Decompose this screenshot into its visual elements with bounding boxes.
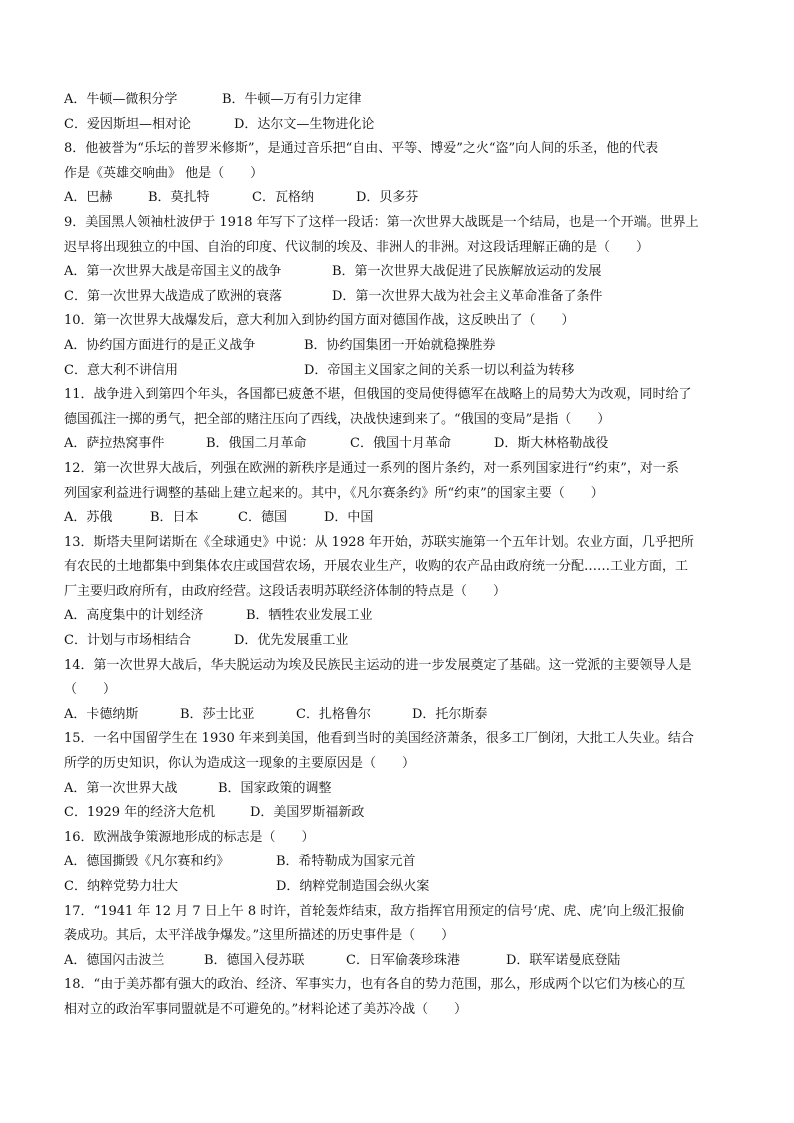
question-text-line: 12．第一次世界大战后，列强在欧洲的新秩序是通过一系列的图片条约，对一系列国家进行“约束”，对一系 xyxy=(64,460,679,476)
question-text-line: 10．第一次世界大战爆发后，意大利加入到协约国方面对德国作战，这反映出了（ ） xyxy=(64,313,575,329)
answer-option: D．贝多芬 xyxy=(356,190,419,206)
answer-option: C．德国 xyxy=(238,510,287,526)
answer-option: C．纳粹党势力壮大 xyxy=(64,879,178,894)
question-text-line: 袭成功。其后，太平洋战争爆发。”这里所描述的历史事件是（ ） xyxy=(64,928,455,944)
question-text-line: 13．斯塔夫里阿诺斯在《全球通史》中说：从 1928 年开始，苏联实施第一个五年计划。农业方面，几乎把所 xyxy=(64,534,694,550)
question-text-line: 16．欧洲战争策源地形成的标志是（ ） xyxy=(64,829,315,845)
answer-option: C．扎格鲁尔 xyxy=(296,706,371,722)
option-row xyxy=(64,777,734,802)
option-row xyxy=(64,113,734,138)
question-text-line: 有农民的土地都集中到集体农庄或国营农场，开展农业生产，收购的农产品由政府统一分配……工业方面，工 xyxy=(64,559,689,575)
answer-option: D．美国罗斯福新政 xyxy=(250,805,365,821)
option-row xyxy=(64,285,734,310)
answer-option: B．协约国集团一开始就稳操胜券 xyxy=(304,337,496,353)
question-text-line: 8．他被誉为“乐坛的普罗米修斯”，是通过音乐把“自由、平等、博爱”之火“盗”向人间的乐圣，他的代表 xyxy=(64,141,659,157)
answer-option: C．第一次世界大战造成了欧洲的衰落 xyxy=(64,288,282,304)
answer-option: C．瓦格纳 xyxy=(252,190,314,206)
option-row xyxy=(64,703,734,728)
answer-option: C．计划与市场相结合 xyxy=(64,633,191,649)
question-text-line: 列国家利益进行调整的基础上建立起来的。其中，《凡尔赛条约》所“约束”的国家主要（ ） xyxy=(64,485,604,501)
question-text-line: （ ） xyxy=(64,682,117,698)
option-row xyxy=(64,432,734,457)
question-text-line: 15．一名中国留学生在 1930 年来到美国，他看到当时的美国经济萧条，很多工厂倒闭，大批工人失业。结合 xyxy=(64,731,694,747)
option-row xyxy=(64,506,734,531)
answer-option: C．俄国十月革命 xyxy=(350,436,451,452)
answer-option: A．高度集中的计划经济 xyxy=(64,608,204,624)
answer-option: B．俄国二月革命 xyxy=(206,436,307,452)
answer-option: B．日本 xyxy=(150,510,199,526)
question-text-line: 14．第一次世界大战后，华夫脱运动为埃及民族民主运动的进一步发展奠定了基础。这一党派的主要领导人是 xyxy=(64,657,692,673)
answer-option: C．日军偷袭珍珠港 xyxy=(346,952,460,968)
question-text-line: 迟早将出现独立的中国、自治的印度、代议制的埃及、非洲人的非洲。对这段话理解正确的是（ ） xyxy=(64,239,650,255)
answer-option: D．中国 xyxy=(324,510,374,526)
option-row xyxy=(64,801,734,826)
answer-option: A．巴赫 xyxy=(64,190,113,206)
exam-page xyxy=(64,88,734,1023)
answer-option: A．第一次世界大战是帝国主义的战争 xyxy=(64,264,282,280)
option-row xyxy=(64,875,734,900)
option-row xyxy=(64,949,734,974)
answer-option: A．苏俄 xyxy=(64,510,113,526)
answer-option: D．斯大林格勒战役 xyxy=(494,436,609,452)
answer-option: D．优先发展重工业 xyxy=(234,633,349,649)
answer-option: B．德国入侵苏联 xyxy=(204,952,305,968)
question-text-line: 11．战争进入到第四个年头，各国都已疲惫不堪，但俄国的变局使得德军在战略上的局势大为改观，同时给了 xyxy=(64,387,692,403)
answer-option: A．第一次世界大战 xyxy=(64,780,178,796)
answer-option: D．联军诺曼底登陆 xyxy=(506,952,621,968)
option-row xyxy=(64,334,734,359)
answer-option: D．达尔文—生物进化论 xyxy=(234,116,375,132)
answer-option: B．国家政策的调整 xyxy=(218,780,332,796)
answer-option: D．托尔斯泰 xyxy=(412,706,488,722)
question-text-line: 德国孤注一掷的勇气，把全部的赌注压向了西线，决战快速到来了。“俄国的变局”是指（ ） xyxy=(64,411,611,427)
answer-option: D．纳粹党制造国会纵火案 xyxy=(276,879,430,894)
option-row xyxy=(64,260,734,285)
option-row xyxy=(64,604,734,629)
answer-option: C．1929 年的经济大危机 xyxy=(64,805,216,821)
question-text-line: 17．“1941 年 12 月 7 日上午 8 时许，首轮轰炸结束，敌方指挥官用预定的信号‘虎、虎、虎’向上级汇报偷 xyxy=(64,903,685,919)
answer-option: B．莫扎特 xyxy=(148,190,210,206)
question-text-line: 所学的历史知识，你认为造成这一现象的主要原因是（ ） xyxy=(64,756,416,772)
question-text-line: 厂主要归政府所有，由政府经营。这段话表明苏联经济体制的特点是（ ） xyxy=(64,583,507,599)
question-text-line: 相对立的政治军事同盟就是不可避免的。”材料论述了美苏冷战（ ） xyxy=(64,1001,468,1017)
answer-option: B．第一次世界大战促进了民族解放运动的发展 xyxy=(332,264,602,280)
option-row xyxy=(64,88,734,113)
answer-option: C．意大利不讲信用 xyxy=(64,362,178,378)
option-row xyxy=(64,850,734,875)
answer-option: B．希特勒成为国家元首 xyxy=(276,854,416,870)
answer-option: A．卡德纳斯 xyxy=(64,706,139,722)
option-row xyxy=(64,629,734,654)
answer-option: B．牺牲农业发展工业 xyxy=(246,608,373,624)
question-text-line: 9．美国黑人领袖杜波伊于 1918 年写下了这样一段话：第一次世界大战既是一个结局，也是一个开端。世界上 xyxy=(64,214,699,230)
option-row xyxy=(64,359,734,384)
answer-option: D．帝国主义国家之间的关系一切以利益为转移 xyxy=(304,362,575,378)
answer-option: C．爱因斯坦—相对论 xyxy=(64,116,191,132)
answer-option: B．牛顿—万有引力定律 xyxy=(222,92,362,107)
answer-option: A．德国闪击波兰 xyxy=(64,952,165,968)
answer-option: A．萨拉热窝事件 xyxy=(64,436,165,452)
answer-option: A．协约国方面进行的是正义战争 xyxy=(64,337,256,353)
question-text-line: 18．“由于美苏都有强大的政治、经济、军事实力，也有各自的势力范围，那么，形成两个以它们为核心的互 xyxy=(64,977,686,993)
answer-option: B．莎士比亚 xyxy=(180,706,255,722)
answer-option: A．牛顿—微积分学 xyxy=(64,92,178,107)
answer-option: D．第一次世界大战为社会主义革命准备了条件 xyxy=(332,288,603,304)
question-text-line: 作是《英雄交响曲》 他是（ ） xyxy=(64,165,264,181)
option-row xyxy=(64,186,734,211)
answer-option: A．德国撕毁《凡尔赛和约》 xyxy=(64,854,230,870)
